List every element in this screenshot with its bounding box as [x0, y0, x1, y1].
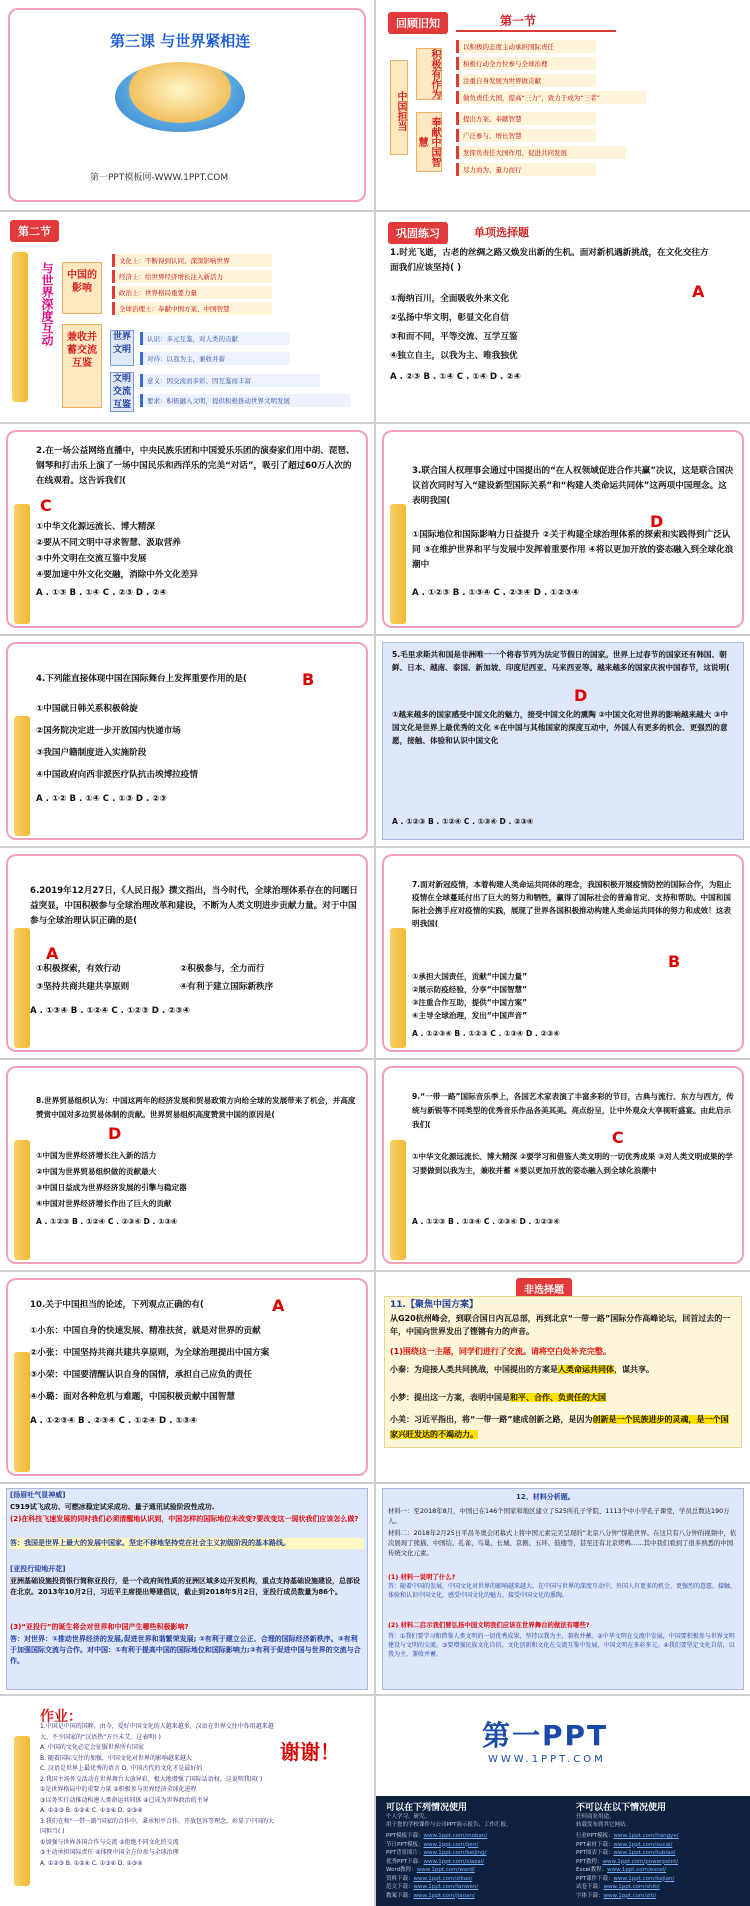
link-label: 节日PPT模板： — [386, 1841, 424, 1848]
answer-text: 答：①我们要学习和借鉴人类文明的一切优秀成果，坚持以我为主，兼收并蓄。②中华文明在交流中发展，中国要积极参与世界文明建设与文明的交流。③要增强民族文化自信、文化创新和文化在交流互鉴中发展，中国文明在多彩多元。④我们要坚定文化自信，以我为主、兼收并蓄。 — [388, 1633, 735, 1658]
side-label: 中国担当 — [390, 60, 408, 155]
answer-mark: A — [46, 944, 59, 963]
choices: A . ①③④ B . ①②④ C . ①②③ D . ②③④ — [30, 1006, 190, 1016]
slide-question-10 — [0, 1272, 374, 1482]
option: ①海纳百川，全面吸收外来文化 — [390, 294, 509, 304]
link-url[interactable]: www.1ppt.com/ziti/ — [603, 1892, 657, 1899]
question-title: 12、材料分析题。 — [516, 1493, 575, 1501]
link-label: 字体下载： — [576, 1892, 604, 1899]
link-list — [386, 1832, 556, 1900]
slide-question-1 — [376, 212, 750, 422]
subgroup-label: 文明交流互鉴 — [110, 372, 134, 412]
options: ①中华文化源远流长、博大精深 ②要学习和借鉴人类文明的一切优秀成果 ③对人类文明成果的学习要做到以我为主，兼收并蓄 ④要以更加开放的姿态融入到全球化浪潮中 — [412, 1152, 733, 1175]
sub-question: (2) 材料二启示我们要弘扬中国文明我们应该在世界舞台的做法有哪些? — [388, 1621, 590, 1629]
homework-line: ①加强与世界各国合作与交流 ②拒绝不同文化的交流 — [40, 1838, 179, 1846]
question-stem: 7.面对新冠疫情，本着构建人类命运共同体的理念，我国积极开展疫情防控的国际合作，为阻止疫情在全球蔓延付出了巨大的努力和牺牲，赢得了国际社会的普遍肯定、支持和帮助。中国和国际社会携手应对疫情的实践，展现了世界各国积极推动构建人类命运共同体的努力和成效！这表明我国( — [412, 880, 732, 928]
homework-line: C. 汉语是世界上最优秀的语言 D. 中国古代的文化才是最好的 — [40, 1765, 203, 1772]
choices: A . ①②③ B . ①③④ C . ②③④ D . ①②③④ — [412, 588, 580, 598]
link-url[interactable]: www.1ppt.com/tubiao/ — [613, 1850, 676, 1856]
choices: A . ①②③ B . ①②④ C . ②③④ D . ①③④ — [36, 1217, 178, 1226]
link-row — [386, 1832, 556, 1841]
link-label: 试卷下载： — [576, 1884, 604, 1890]
can-use-item: 用于您的学校课件与公司PPT演示报告、工作汇报。 — [386, 1822, 512, 1828]
review-item: 对待：以我为主，兼收并蓄 — [140, 352, 290, 365]
link-row — [576, 1883, 746, 1892]
link-row — [576, 1841, 746, 1850]
pencil-decoration — [14, 1352, 30, 1472]
slide-question-4 — [0, 636, 374, 846]
link-label: PPT图表下载： — [576, 1850, 614, 1856]
pencil-decoration — [14, 1736, 30, 1886]
block-text: C919试飞成功、可燃冰稳定试采成功、量子通讯试验阶段性成功. — [10, 1503, 215, 1511]
option: ①承担大国责任，贡献“中国力量” — [412, 972, 528, 981]
answer-mark: C — [40, 496, 52, 515]
homework-line: A. ①②③ B. ①②④ C. ①③④ D. ②③④ — [40, 1859, 143, 1867]
option: ④有利于建立国际新秩序 — [180, 982, 274, 992]
link-row — [386, 1849, 556, 1858]
slide-question-11 — [376, 1272, 750, 1482]
link-row — [576, 1858, 746, 1867]
review-item: 注重自身发展为世界做贡献 — [456, 74, 596, 87]
slide-homework — [0, 1696, 374, 1906]
divider — [456, 30, 616, 32]
review-item: 文化上：不断得到认同、深深影响世界 — [112, 254, 272, 267]
question-stem: 10.关于中国担当的论述，下列观点正确的有( — [30, 1300, 204, 1310]
choices: A . ①②③④ B . ①②③ C . ①③④ D . ②③④ — [412, 1029, 560, 1038]
choices: A . ①③ B . ①④ C . ②③ D . ②④ — [36, 588, 167, 598]
link-url[interactable]: www.1ppt.com/kejian/ — [613, 1875, 675, 1882]
question-stem: 2.在一场公益网络直播中，中央民族乐团和中国爱乐乐团的演奏家们用中胡、琵琶、钢琴和打击乐上演了一场中国民乐和西洋乐的完美“对话”，吸引了超过60万人次的在线观看。这告诉我们( — [36, 446, 355, 486]
slide-question-5 — [376, 636, 750, 846]
homework-title: 作业： — [40, 1709, 82, 1725]
option: ①小东：中国自身的快速发展、精准扶贫，就是对世界的贡献 — [30, 1326, 261, 1336]
option: ②弘扬中华文明，彰显文化自信 — [390, 313, 509, 323]
homework-line: 2.我国主场外交活动在世界舞台大放异彩，极大地增强了国际话语权。这说明我国( ) — [40, 1775, 263, 1783]
can-use-item: 个人学习、研究。 — [386, 1814, 431, 1820]
option: ④要加速中外文化交融，消除中外文化差异 — [36, 570, 198, 580]
brand-logo: 第一PPT — [482, 1719, 609, 1752]
answer-line-3: 小美：习近平指出，将“一带一路”建成创新之路，是因为创新是一个民族进步的灵魂，是一个国家兴旺发达的不竭动力。 — [390, 1415, 729, 1439]
option: ②展示防疫经验，分享“中国智慧” — [412, 985, 528, 994]
brand-url: WWW.1PPT.COM — [488, 1754, 606, 1765]
section-subtitle: 单项选择题 — [474, 226, 529, 239]
link-url[interactable]: www.1ppt.com/beijing/ — [423, 1850, 487, 1856]
link-url[interactable]: www.1ppt.com/shiti/ — [603, 1884, 660, 1890]
choices: A . ①② B . ①④ C . ①③ D . ②③ — [36, 794, 167, 804]
link-row — [576, 1875, 746, 1884]
cannot-use-item: 转载发布到其它网站。 — [576, 1822, 632, 1828]
link-label: 资料下载： — [386, 1875, 414, 1882]
answer-line-1: 小秦：为迎接人类共同挑战，中国提出的方案是人类命运共同体，谋共享。 — [390, 1365, 654, 1374]
option: ①积极探索，有效行动 — [36, 964, 121, 974]
section-header: 巩固练习 — [388, 222, 448, 244]
link-url[interactable]: www.1ppt.com/moban/ — [423, 1833, 488, 1839]
cannot-use-item: 任何商业用途。 — [576, 1814, 615, 1820]
homework-line: 1.中国是中国的国粹，由今，爱好中国文化的人越来越多，汉语在世界交往中作用越来越大，不少国家的“汉语热”方兴未艾。这表明( ) — [40, 1723, 274, 1741]
homework-list — [40, 1708, 275, 1869]
answer-mark: C — [612, 1128, 624, 1147]
group2-label: 奉献中国智慧 — [416, 112, 442, 172]
link-label: PPT模板下载： — [386, 1833, 424, 1839]
review-item: 积极行动全方位参与全球治理 — [456, 57, 596, 70]
link-label: Excel教程： — [576, 1867, 608, 1873]
pencil-decoration — [14, 504, 30, 624]
answer-text: 答：我国是世界上最大的发展中国家。坚定不移地坚持党在社会主义初级阶段的基本路线。 — [10, 1538, 364, 1549]
review-item: 意义：因交流而多彩、因互鉴而丰富 — [140, 374, 320, 387]
pencil-decoration — [390, 928, 406, 1048]
thanks-text: 谢谢！ — [280, 1740, 340, 1764]
link-url[interactable]: www.1ppt.com/word/ — [416, 1867, 475, 1873]
link-row — [386, 1841, 556, 1850]
choices: A . ①②③ B . ①③④ C . ②③④ D . ①②③④ — [412, 1217, 560, 1226]
section-header: 非选择题 — [516, 1278, 572, 1299]
option: ②小张：中国坚持共商共建共享原则，为全球治理提出中国方案 — [30, 1348, 270, 1358]
link-row — [386, 1875, 556, 1884]
link-row — [576, 1892, 746, 1901]
question-title: 11.【聚焦中国方案】 — [390, 1300, 478, 1310]
slide-title — [0, 0, 374, 210]
link-label: PPT素材下载： — [576, 1841, 614, 1848]
pencil-decoration — [390, 504, 406, 624]
group1-label: 中国的影响 — [62, 262, 102, 314]
homework-line: A. 中国的文化必定会征服世界所有国家 — [40, 1744, 144, 1751]
cannot-use-title: 不可以在以下情况使用 — [576, 1803, 667, 1813]
link-url[interactable]: www.1ppt.com/sucai/ — [613, 1841, 673, 1848]
link-url[interactable]: www.1ppt.com/excel/ — [607, 1867, 667, 1873]
review-item: 广泛参与、增长智慧 — [456, 129, 596, 142]
sub-question: (3)“亚投行”的诞生将会对世界和中国产生哪些积极影响? — [10, 1623, 189, 1631]
link-row — [386, 1883, 556, 1892]
link-url[interactable]: www.1ppt.com/hangye/ — [613, 1833, 679, 1839]
group2-label: 兼收并蓄交流互鉴 — [62, 324, 102, 408]
link-row — [386, 1866, 556, 1875]
link-url[interactable]: www.1ppt.com/fanwen/ — [413, 1884, 479, 1890]
section-label: 第一节 — [500, 14, 537, 28]
section-header: 回顾旧知 — [388, 12, 448, 34]
homework-line: B. 随着国际交往的加强，中国文化对世界的影响越来越大 — [40, 1754, 192, 1762]
question-stem: 6.2019年12月27日，《人民日报》撰文指出，当今时代，全球治理体系存在的问题日益突显，中国积极参与全球治理改革和建设，不断为人类文明进步贡献力量。对于中国参与全球治理认识正确的是( — [30, 886, 358, 926]
options: ①越来越多的国家感受中国文化的魅力，接受中国文化的熏陶 ②中国文化对世界的影响越来越大 ③中国文化是世界上最优秀的文化 ④在中国与其他国家的深度互动中，外国人有更多的机会、更强烈的意愿，接触、体验和认识中国文化 — [392, 710, 728, 745]
answer-line-2: 小梦：提出这一方案，表明中国是和平、合作、负责任的大国 — [390, 1393, 606, 1402]
choices: A . ①②③ B . ①②④ C . ①③④ D . ②③④ — [392, 817, 534, 826]
link-label: 教案下载： — [386, 1892, 414, 1899]
pencil-decoration — [14, 1140, 30, 1260]
can-use-title: 可以在下列情况使用 — [386, 1803, 468, 1813]
link-label: 行业PPT模板： — [576, 1833, 614, 1839]
link-label: PPT课件下载： — [576, 1875, 614, 1882]
review-item: 提出方案、奉献智慧 — [456, 112, 596, 125]
option: ③中国日益成为世界经济发展的引擎与稳定器 — [36, 1183, 187, 1192]
link-label: PPT教程： — [576, 1858, 603, 1865]
link-url[interactable]: www.1ppt.com/jiaoan/ — [413, 1892, 475, 1899]
question-stem: 5.毛里求斯共和国是非洲唯一一个将春节列为法定节假日的国家。世界上过春节的国家还有韩国、朝鲜、日本、越南、泰国、新加坡、印度尼西亚、马来西亚等。越来越多的国家庆祝中国春节，这说明( — [392, 650, 730, 672]
review-item: 经济上：给世界经济增长注入新活力 — [112, 270, 272, 283]
homework-line: A. ①②③ B. ①②④ C. ①③④ D. ②③④ — [40, 1807, 143, 1814]
option: ②积极参与，全力而行 — [180, 964, 265, 974]
review-item: 以积极的态度主动承担国际责任 — [456, 40, 596, 53]
options: ①国际地位和国际影响力日益提升 ②关于构建全球治理体系的探索和实践得到广泛认同 ③在维护世界和平与发展中发挥着重要作用 ④将以更加开放的姿态融入到全球化浪潮中 — [412, 530, 734, 570]
review-item: 政治上：世界格局重要力量 — [112, 286, 272, 299]
review-item: 认识：多元互鉴，对人类的贡献 — [140, 332, 290, 345]
question-stem: 1.时光飞逝，古老的丝绸之路又焕发出新的生机。面对新机遇新挑战，在文化交往方面我们应该坚持( ) — [390, 248, 709, 273]
review-item: 全球治理上：奉献中国方案、中国智慧 — [112, 302, 272, 315]
option: ②要从不同文明中寻求智慧、汲取营养 — [36, 538, 181, 548]
sub-question: (1)围绕这一主题，同学们进行了交流。请将空白处补充完整。 — [390, 1347, 611, 1356]
review-item: 要求：积极融入文明，提供积极推动世界文明发展 — [140, 394, 350, 407]
pencil-decoration — [390, 1140, 406, 1260]
option: ①中国为世界经济增长注入新的活力 — [36, 1151, 157, 1160]
footer-text: 第一PPT模板网-WWW.1PPT.COM — [90, 173, 229, 183]
link-row — [576, 1849, 746, 1858]
link-row — [386, 1858, 556, 1867]
review-item: 做负责任大国，提高“三力”，致力于成为“三者” — [456, 91, 646, 104]
review-item: 尽力而为、量力而行 — [456, 163, 596, 176]
homework-line: ①是世界格局中的重要力量 ②积极参与世界经济全球化进程 — [40, 1786, 197, 1793]
option: ④中国政府向西非派医疗队抗击埃博拉疫情 — [36, 770, 198, 780]
option: ④独立自主，以我为主、唯我独优 — [390, 351, 518, 361]
link-label: Word教程： — [386, 1867, 417, 1873]
question-stem: 8.世界贸易组织认为：中国这两年的经济发展和贸易政策方向给全球的发展带来了机会，并高度赞赏中国对多边贸易体制的贡献。世界贸易组织高度赞赏中国的原因是( — [36, 1096, 356, 1119]
lesson-title: 第三课 与世界紧相连 — [110, 32, 251, 50]
link-url[interactable]: www.1ppt.com/jieri/ — [423, 1841, 479, 1848]
side-title: 与世界深度互动 — [40, 262, 54, 346]
choices: A . ①②③④ B . ②③④ C . ①②④ D . ①③④ — [30, 1416, 198, 1426]
option: ③注重合作互助，提供“中国方案” — [412, 998, 528, 1007]
slide-ad — [376, 1696, 750, 1906]
slide-question-7 — [376, 848, 750, 1058]
material-2: 材料二：2018年2月25日平昌冬奥会闭幕式上将中国元素完美呈现的“北京八分钟”惊艳世界。在这只有八分钟的视频中，依次展现了熊猫、中国结、孔雀、鸟巢、长城、京剧、五环、鼓楼等，甚至还有北京烤鸭……其中我们看到了很多熟悉的中国传统文化元素。 — [388, 1529, 737, 1557]
sub-question: (1) 材料一说明了什么? — [388, 1573, 456, 1581]
slide-question-9 — [376, 1060, 750, 1270]
question-stem: 9.“一带一路”国际音乐季上，各国艺术家表演了丰富多彩的节目，古典与流行、东方与西方，传统与新锐等不同类型的优秀音乐作品各美其美。亮点纷呈，让中外观众大享视听盛宴。由此启示我们( — [412, 1092, 734, 1129]
answer-mark: D — [650, 512, 664, 531]
option: ④小璐：面对各种危机与难题，中国积极贡献中国智慧 — [30, 1392, 235, 1402]
answer-mark: A — [692, 282, 705, 301]
choices: A . ②③ B . ①④ C . ①④ D . ②④ — [390, 372, 521, 382]
link-row — [576, 1832, 746, 1841]
block-text: 亚洲基础设施投资银行简称亚投行，是一个政府间性质的亚洲区域多边开发机构，重点支持基础设施建设，总部设在北京。2013年10月2日，习近平主席提出筹建倡议，截止到2018年5月2日，亚投行成员数量为86个。 — [10, 1577, 360, 1596]
option: ①中国就日韩关系积极斡旋 — [36, 704, 138, 714]
link-row — [386, 1892, 556, 1901]
pencil-decoration — [12, 252, 28, 402]
slide-question-2 — [0, 424, 374, 634]
answer-text: 答：对世界：①推动世界经济的发展,促进世界和谐繁荣发展; ②有利于建立公正、合理的国际经济新秩序。③有利于加强国际交流与合作。对中国：①有利于提高中国的国际地位和国际影响力;②有利于促进中国与世界的交流与合作。 — [10, 1635, 361, 1665]
answer-mark: B — [302, 670, 315, 689]
slide-question-3 — [376, 424, 750, 634]
option: ④主导全球治理，发出“中国声音” — [412, 1011, 528, 1020]
link-label: 范文下载： — [386, 1884, 414, 1890]
link-url[interactable]: www.1ppt.com/ziliao/ — [413, 1875, 473, 1882]
sub-question: (2)在科技飞速发展的同时我们必须清醒地认识到，中国怎样的国际地位未改变?要改变这一现状我们应该怎么做? — [10, 1515, 359, 1523]
answer-mark: B — [668, 952, 681, 971]
block-title: [亚投行迎地开花] — [10, 1565, 66, 1573]
option: ③和而不同，平等交流、互学互鉴 — [390, 332, 518, 342]
section-header: 第二节 — [10, 220, 59, 242]
slide-question-12 — [376, 1484, 750, 1694]
review-item: 发挥负责任大国作用、促进共同发展 — [456, 146, 626, 159]
slide-review-2 — [0, 212, 374, 422]
option: ④中国对世界经济增长作出了巨大的贡献 — [36, 1199, 172, 1208]
pencil-decoration — [14, 716, 30, 836]
group1-label: 积极有作为 — [416, 48, 442, 100]
option: ③小荣：中国要清醒认识自身的国情，承担自己应负的责任 — [30, 1370, 253, 1380]
option: ②国务院决定进一步开放国内快递市场 — [36, 726, 181, 736]
link-url[interactable]: www.1ppt.com/xiazai/ — [423, 1858, 485, 1865]
homework-line: ③主动承担国际责任 ④体现中国全方位参与全球治理 — [40, 1849, 179, 1856]
block-title: [扬眉吐气显神威] — [10, 1491, 66, 1499]
homework-line: 3.我们在和“一带一路”国家的合作中，秉承和平合作、开放包容等理念，彰显了中国的大国担当( ) — [40, 1817, 274, 1835]
link-list — [576, 1832, 746, 1900]
link-label: 优秀PPT下载： — [386, 1858, 424, 1865]
answer-mark: D — [108, 1124, 122, 1143]
answer-mark: D — [574, 686, 588, 705]
material-1: 材料一：至2018年8月，中国已在146个国家和地区建立了525所孔子学院、1113个中小学孔子课堂，学员总数达190万人。 — [388, 1507, 730, 1525]
link-url[interactable]: www.1ppt.com/powerpoint/ — [602, 1858, 679, 1865]
answer-text: 答：随着中国的发展，中国文化对世界的影响越来越大。在中国与世界的深度互动中，外国人有更多的机会，更强烈的意愿，接触、体验和认识中国文化，感受中国文化的魅力，接受中国文化的熏陶。 — [388, 1583, 737, 1599]
question-stem: 4.下列能直接体现中国在国际舞台上发挥重要作用的是( — [36, 674, 247, 684]
answer-mark: A — [272, 1296, 285, 1315]
slide-question-11-cont — [0, 1484, 374, 1694]
slide-question-8 — [0, 1060, 374, 1270]
subgroup-label: 世界文明 — [110, 330, 134, 366]
option: ③坚持共商共建共享原则 — [36, 982, 130, 992]
slide-question-6 — [0, 848, 374, 1058]
travel-illustration — [115, 62, 245, 132]
option: ③中外文明在交流互鉴中发展 — [36, 554, 147, 564]
option: ②中国为世界贸易组织做的贡献最大 — [36, 1167, 157, 1176]
question-body: 从G20杭州峰会，到联合国日内瓦总部，再到北京“一带一路”国际分作高峰论坛，回首过去的一年，中国向世界发出了铿锵有力的声音。 — [390, 1314, 731, 1336]
link-label: PPT背景图片： — [386, 1850, 424, 1856]
slide-review-1 — [376, 0, 750, 210]
pencil-decoration — [14, 928, 30, 1048]
option: ①中华文化源远流长、博大精深 — [36, 522, 155, 532]
question-stem: 3.联合国人权理事会通过中国提出的“在人权领域促进合作共赢”决议，这是联合国决议首次同时写入“建设新型国际关系”和“构建人类命运共同体”这两项中国理念。这表明我国( — [412, 466, 734, 506]
homework-line: ③以务实行动推动构建人类命运共同体 ④已成为世界政治的主导 — [40, 1796, 209, 1804]
link-row — [576, 1866, 746, 1875]
option: ③我国户籍制度进入实施阶段 — [36, 748, 147, 758]
